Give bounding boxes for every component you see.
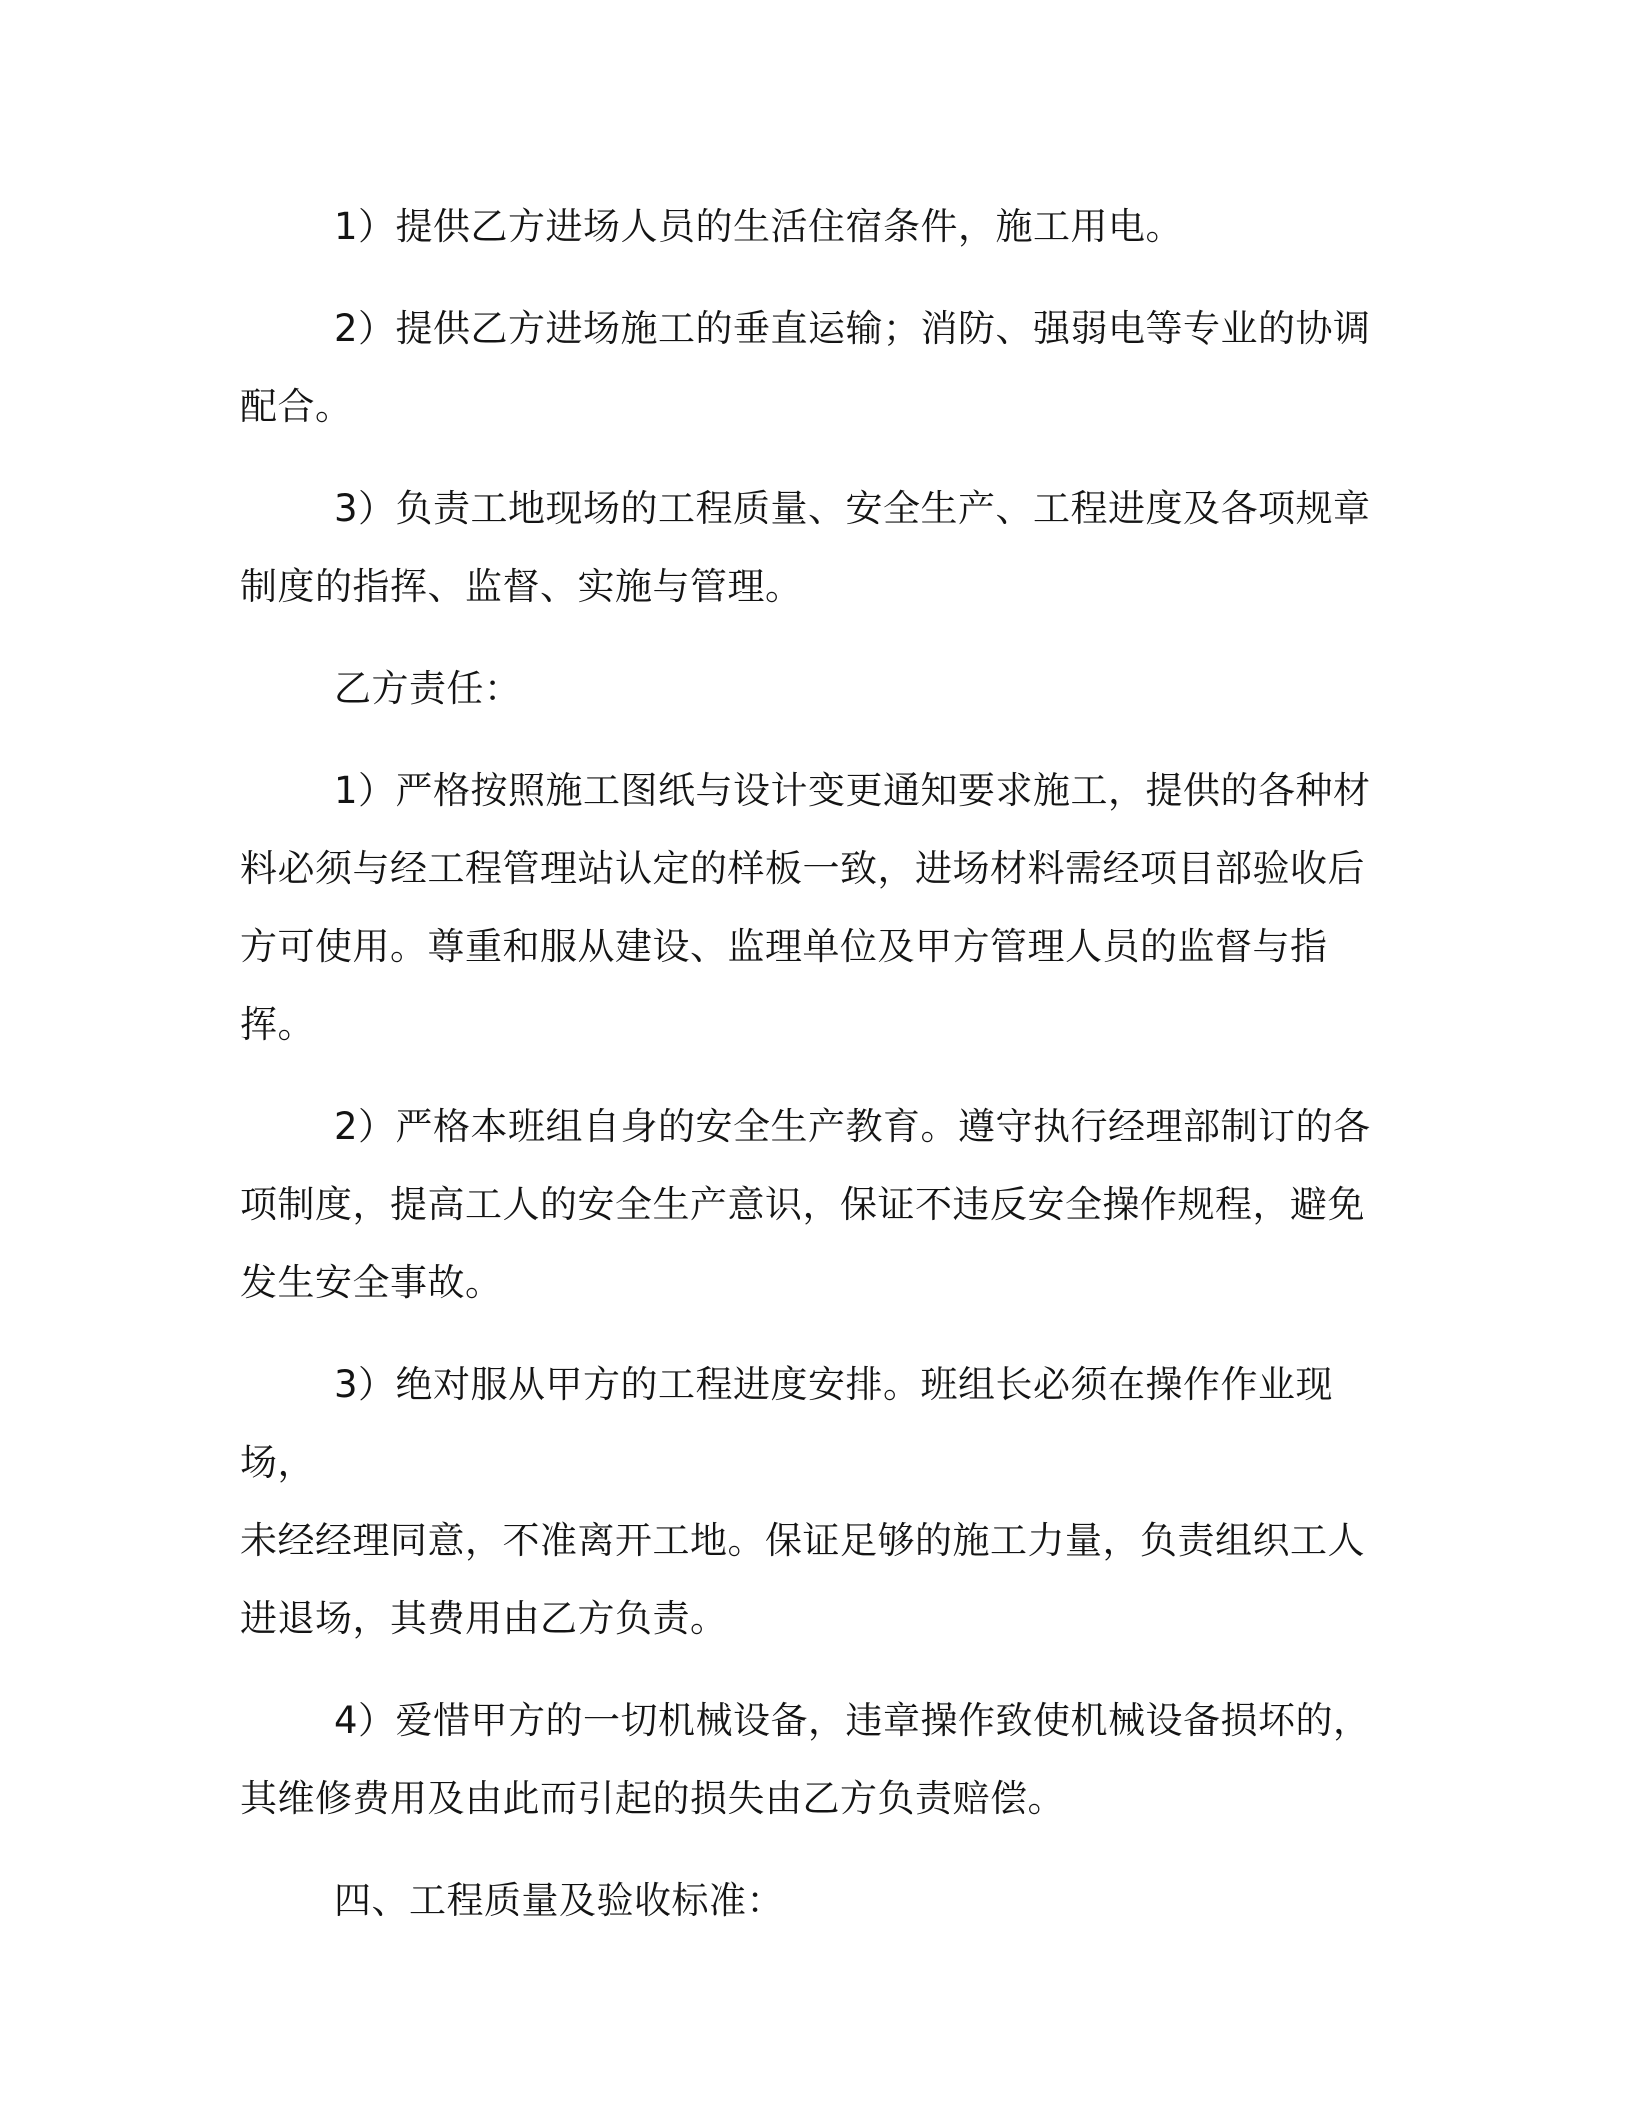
paragraph-party-a-duty-3 — [240, 470, 1390, 626]
paragraph-line: 2）提供乙方进场施工的垂直运输；消防、强弱电等专业的协调 — [334, 307, 1371, 350]
document-body — [240, 188, 1390, 1964]
paragraph-line: 进退场，其费用由乙方负责。 — [240, 1597, 728, 1640]
paragraph-line: 制度的指挥、监督、实施与管理。 — [240, 565, 803, 608]
paragraph-line: 其维修费用及由此而引起的损失由乙方负责赔偿。 — [240, 1777, 1065, 1820]
paragraph-party-b-duty-2 — [240, 1088, 1390, 1322]
paragraph-party-b-duty-4 — [240, 1682, 1390, 1838]
paragraph-line: 项制度，提高工人的安全生产意识，保证不违反安全操作规程，避免 — [240, 1183, 1365, 1226]
paragraph-line: 未经经理同意，不准离开工地。保证足够的施工力量，负责组织工人 — [240, 1519, 1365, 1562]
paragraph-line: 发生安全事故。 — [240, 1261, 503, 1304]
paragraph-line: 方可使用。尊重和服从建设、监理单位及甲方管理人员的监督与指挥。 — [240, 925, 1328, 1046]
paragraph-party-b-duty-1 — [240, 752, 1390, 1064]
paragraph-line: 3）负责工地现场的工程质量、安全生产、工程进度及各项规章 — [334, 487, 1371, 530]
paragraph-party-a-duty-2 — [240, 290, 1390, 446]
section-heading-quality-standards — [240, 1862, 1390, 1940]
paragraph-line: 1）严格按照施工图纸与设计变更通知要求施工，提供的各种材 — [334, 769, 1371, 812]
paragraph-line: 四、工程质量及验收标准： — [334, 1879, 784, 1922]
paragraph-line: 配合。 — [240, 385, 353, 428]
paragraph-line: 3）绝对服从甲方的工程进度安排。班组长必须在操作作业现场， — [240, 1363, 1334, 1484]
paragraph-line: 料必须与经工程管理站认定的样板一致，进场材料需经项目部验收后 — [240, 847, 1365, 890]
section-heading-party-b — [240, 650, 1390, 728]
paragraph-line: 2）严格本班组自身的安全生产教育。遵守执行经理部制订的各 — [334, 1105, 1371, 1148]
paragraph-line: 1）提供乙方进场人员的生活住宿条件，施工用电。 — [334, 205, 1184, 248]
paragraph-line: 4）爱惜甲方的一切机械设备，违章操作致使机械设备损坏的， — [334, 1699, 1371, 1742]
paragraph-party-b-duty-3 — [240, 1346, 1390, 1658]
paragraph-party-a-duty-1 — [240, 188, 1390, 266]
paragraph-line: 乙方责任： — [334, 667, 522, 710]
